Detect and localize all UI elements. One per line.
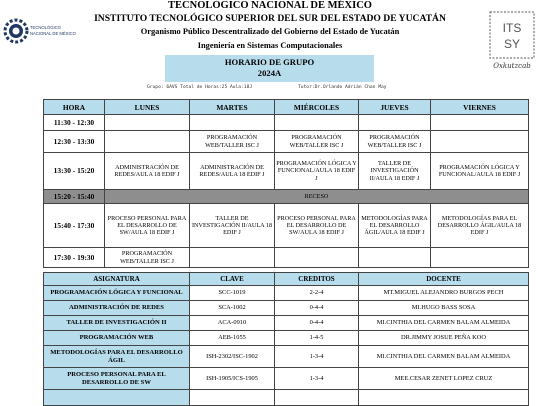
subject-name: ADMINISTRACIÓN DE REDES [44, 301, 190, 316]
schedule-table [43, 99, 529, 268]
time-cell: 13:30 - 15:20 [44, 153, 105, 190]
logo-sy: SY [503, 37, 521, 51]
subject-teacher: DR.JIMMY JOSUE PEÑA KOO [359, 331, 529, 346]
subject-name: PROCESO PERSONAL PARA EL DESARROLLO DE SW [44, 368, 190, 390]
subject-credits [275, 390, 359, 406]
col-header-docente: DOCENTE [359, 273, 529, 286]
class-cell [275, 248, 359, 268]
subject-credits: 1-4-5 [275, 331, 359, 346]
schedule-row [44, 248, 529, 268]
schedule-header-row [44, 100, 529, 115]
class-cell [190, 115, 275, 131]
subject-credits: 1-3-4 [275, 368, 359, 390]
itssy-logo [488, 10, 536, 72]
col-header-viernes: VIERNES [431, 100, 529, 115]
subject-credits: 0-4-4 [275, 316, 359, 331]
recess-cell: RECESO [105, 190, 529, 204]
subject-name: TALLER DE INVESTIGACIÓN II [44, 316, 190, 331]
logo-text-2: NACIONAL DE MÉXICO [30, 31, 76, 36]
schedule-row [44, 153, 529, 190]
class-cell: METODOLOGÍAS PARA EL DESARROLLO ÁGIL/AULA 18 EDIF J [431, 204, 529, 248]
subject-row [44, 331, 529, 346]
subject-teacher [359, 390, 529, 406]
group-info: Grupo: 6AVS Total de Horas:25 Aula:18J [147, 85, 253, 90]
class-cell [431, 115, 529, 131]
subject-code: ACA-0910 [190, 316, 275, 331]
class-cell: PROGRAMACIÓN WEB/TALLER ISC J [359, 131, 431, 153]
class-cell: TALLER DE INVESTIGACIÓN II/AULA 18 EDIF J [190, 204, 275, 248]
col-header-lunes: LUNES [105, 100, 190, 115]
subject-name: PROGRAMACIÓN WEB [44, 331, 190, 346]
schedule-period: 2024A [257, 68, 282, 78]
class-cell [359, 115, 431, 131]
subject-row [44, 368, 529, 390]
subject-credits: 1-3-4 [275, 346, 359, 368]
time-cell: 15:20 - 15:40 [44, 190, 105, 204]
institute-name: INSTITUTO TECNOLÓGICO SUPERIOR DEL SUR DEL ESTADO DE YUCATÁN [94, 13, 446, 24]
class-cell [431, 131, 529, 153]
subject-code: ISH-2302/ISC-1902 [190, 346, 275, 368]
col-header-hora: HORA [44, 100, 105, 115]
subject-teacher: MI.CINTHIA DEL CARMEN BALAM ALMEIDA [359, 316, 529, 331]
subject-teacher: MI.HUGO BASS SOSA [359, 301, 529, 316]
schedule-row [44, 115, 529, 131]
time-cell: 12:30 - 13:30 [44, 131, 105, 153]
subject-credits: 0-4-4 [275, 301, 359, 316]
subject-teacher: MEE.CESAR ZENET LOPEZ CRUZ [359, 368, 529, 390]
subject-row [44, 346, 529, 368]
class-cell: PROGRAMACIÓN LÓGICA Y FUNCIONAL/AULA 18 EDIF J [275, 153, 359, 190]
class-cell: PROGRAMACIÓN WEB/TALLER ISC J [105, 248, 190, 268]
subject-credits: 2-2-4 [275, 286, 359, 301]
col-header-miercoles: MIÉRCOLES [275, 100, 359, 115]
schedule-row [44, 204, 529, 248]
class-cell [359, 248, 431, 268]
subject-code: SCA-1002 [190, 301, 275, 316]
time-cell: 15:40 - 17:30 [44, 204, 105, 248]
subject-row [44, 390, 529, 406]
class-cell [190, 248, 275, 268]
col-header-clave: CLAVE [190, 273, 275, 286]
subject-code: AEB-1055 [190, 331, 275, 346]
subjects-table [43, 272, 529, 406]
tecnm-logo [2, 12, 76, 50]
subject-row [44, 286, 529, 301]
time-cell: 17:30 - 19:30 [44, 248, 105, 268]
tutor-info: Tutor:Dr.Orlando Adrián Chan May [298, 85, 387, 90]
subject-code [190, 390, 275, 406]
col-header-martes: MARTES [190, 100, 275, 115]
subject-code: SCC-1019 [190, 286, 275, 301]
class-cell: PROCESO PERSONAL PARA EL DESARROLLO DE SW/AULA 18 EDIF J [105, 204, 190, 248]
class-cell [431, 248, 529, 268]
class-cell: PROGRAMACIÓN LÓGICA Y FUNCIONAL/AULA 18 EDIF J [431, 153, 529, 190]
schedule-row [44, 131, 529, 153]
subject-name [44, 390, 190, 406]
col-header-asignatura: ASIGNATURA [44, 273, 190, 286]
col-header-creditos: CREDITOS [275, 273, 359, 286]
program-name: Ingeniería en Sistemas Computacionales [197, 41, 343, 50]
subject-teacher: MT.MIGUEL ALEJANDRO BURGOS PECH [359, 286, 529, 301]
class-cell: TALLER DE INVESTIGACIÓN II/AULA 18 EDIF J [359, 153, 431, 190]
subject-row [44, 301, 529, 316]
class-cell [275, 115, 359, 131]
recess-row [44, 190, 529, 204]
logo-its: ITS [502, 21, 522, 35]
class-cell [105, 131, 190, 153]
organism-subtitle: Organismo Público Descentralizado del Gobierno del Estado de Yucatán [140, 27, 400, 36]
class-cell [105, 115, 190, 131]
schedule-title-box [165, 55, 374, 82]
class-cell: PROGRAMACIÓN WEB/TALLER ISC J [190, 131, 275, 153]
schedule-title: HORARIO DE GRUPO [224, 57, 315, 67]
institution-title: TECNOLÓGICO NACIONAL DE MÉXICO [168, 0, 372, 11]
class-cell: METODOLOGÍAS PARA EL DESARROLLO ÁGIL/AULA 18 EDIF J [359, 204, 431, 248]
subject-name: METODOLOGÍAS PARA EL DESARROLLO ÁGIL [44, 346, 190, 368]
subject-name: PROGRAMACIÓN LÓGICA Y FUNCIONAL [44, 286, 190, 301]
subject-teacher: MI.CINTHIA DEL CARMEN BALAM ALMEIDA [359, 346, 529, 368]
class-cell: ADMINISTRACIÓN DE REDES/AULA 18 EDIF J [190, 153, 275, 190]
subjects-header-row [44, 273, 529, 286]
time-cell: 11:30 - 12:30 [44, 115, 105, 131]
class-cell: PROGRAMACIÓN WEB/TALLER ISC J [275, 131, 359, 153]
logo-text-1: TECNOLÓGICO [30, 25, 61, 30]
logo-caption: Oxkutzcab [493, 62, 531, 70]
col-header-jueves: JUEVES [359, 100, 431, 115]
subject-row [44, 316, 529, 331]
subject-code: ISH-1905/ICS-1905 [190, 368, 275, 390]
class-cell: ADMINISTRACIÓN DE REDES/AULA 18 EDIF J [105, 153, 190, 190]
class-cell: PROCESO PERSONAL PARA EL DESARROLLO DE SW/AULA 18 EDIF J [275, 204, 359, 248]
